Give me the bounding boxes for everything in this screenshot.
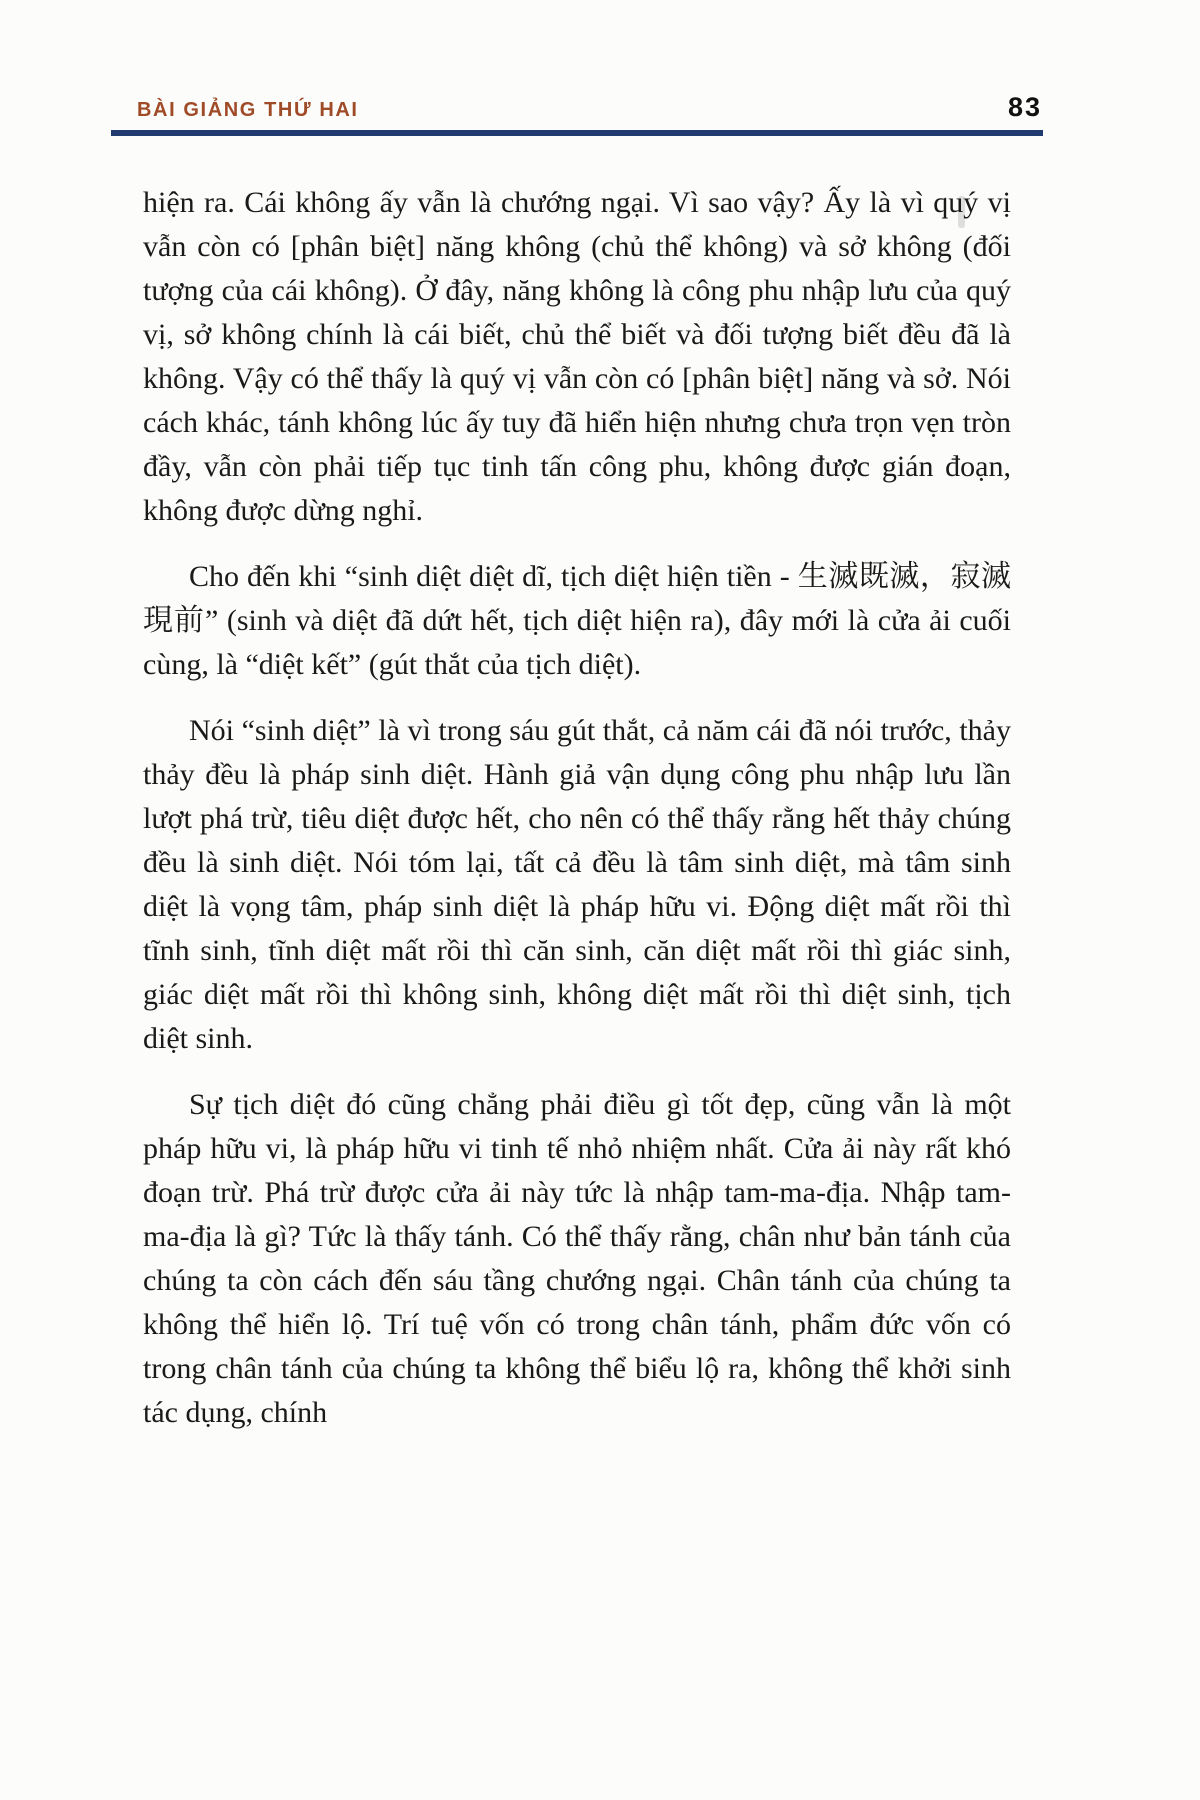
page-number: 83 <box>1007 92 1042 122</box>
body-text <box>143 181 1011 1435</box>
header-rule <box>111 130 1043 136</box>
paragraph: Sự tịch diệt đó cũng chẳng phải điều gì tốt đẹp, cũng vẫn là một pháp hữu vi, là pháp hữu vi tinh tế nhỏ nhiệm nhất. Cửa ải này rất khó đoạn trừ. Phá trừ được cửa ải này tức là nhập tam-ma-địa. Nhập tam-ma-địa là gì? Tức là thấy tánh. Có thể thấy rằng, chân như bản tánh của chúng ta còn cách đến sáu tầng chướng ngại. Chân tánh của chúng ta không thể hiển lộ. Trí tuệ vốn có trong chân tánh, phẩm đức vốn có trong chân tánh của chúng ta không thể biểu lộ ra, không thể khởi sinh tác dụng, chính <box>143 1088 1011 1429</box>
running-header <box>0 0 1200 140</box>
paragraph: hiện ra. Cái không ấy vẫn là chướng ngại. Vì sao vậy? Ấy là vì quý vị vẫn còn có [phân biệt] năng không (chủ thể không) và sở không (đối tượng của cái không). Ở đây, năng không là công phu nhập lưu của quý vị, sở không chính là cái biết, chủ thể biết và đối tượng biết đều đã là không. Vậy có thể thấy là quý vị vẫn còn có [phân biệt] năng và sở. Nói cách khác, tánh không lúc ấy tuy đã hiển hiện nhưng chưa trọn vẹn tròn đầy, vẫn còn phải tiếp tục tinh tấn công phu, không được gián đoạn, không được dừng nghỉ. <box>143 186 1011 527</box>
chapter-title: BÀI GIẢNG THỨ HAI <box>137 99 359 121</box>
paragraph: Cho đến khi “sinh diệt diệt dĩ, tịch diệt hiện tiền - 生滅既滅，寂滅現前” (sinh và diệt đã dứt hết, tịch diệt hiện ra), đây mới là cửa ải cuối cùng, là “diệt kết” (gút thắt của tịch diệt). <box>143 560 1011 681</box>
paragraph: Nói “sinh diệt” là vì trong sáu gút thắt, cả năm cái đã nói trước, thảy thảy đều là pháp sinh diệt. Hành giả vận dụng công phu nhập lưu lần lượt phá trừ, tiêu diệt được hết, cho nên có thể thấy rằng hết thảy chúng đều là sinh diệt. Nói tóm lại, tất cả đều là tâm sinh diệt, mà tâm sinh diệt là vọng tâm, pháp sinh diệt là pháp hữu vi. Động diệt mất rồi thì tĩnh sinh, tĩnh diệt mất rồi thì căn sinh, căn diệt mất rồi thì giác sinh, giác diệt mất rồi thì không sinh, không diệt mất rồi thì diệt sinh, tịch diệt sinh. <box>143 714 1011 1055</box>
